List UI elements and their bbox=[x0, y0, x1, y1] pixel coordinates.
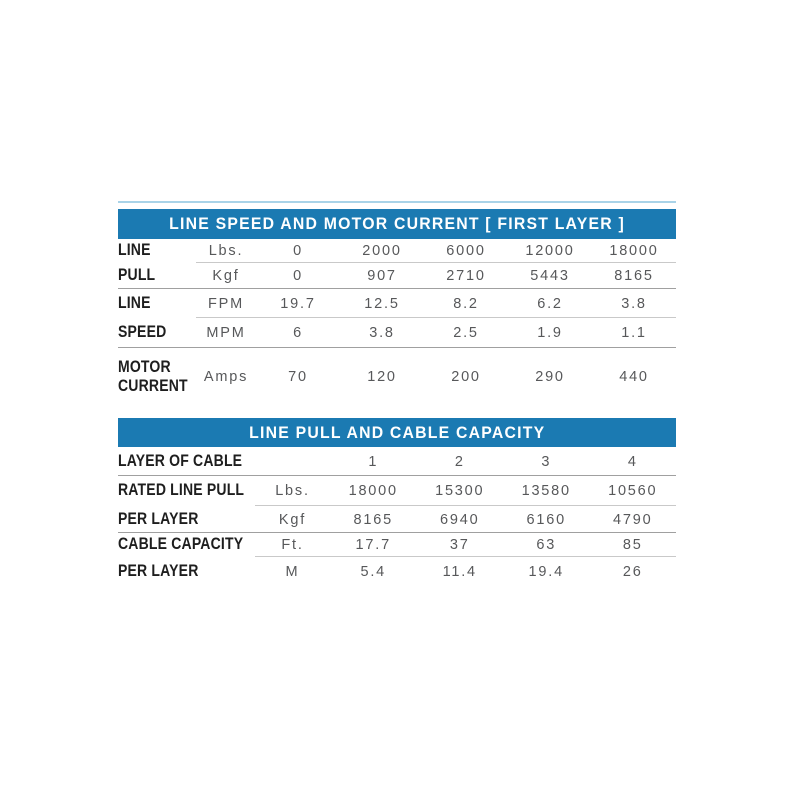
cell-value: 18000 bbox=[609, 243, 659, 259]
row-label-text: MOTOR CURRENT bbox=[118, 357, 188, 395]
row-label bbox=[118, 481, 255, 500]
cell-value: 1.9 bbox=[537, 325, 563, 341]
row-label-text: PER LAYER bbox=[118, 509, 199, 528]
cell-value: 2.5 bbox=[453, 325, 479, 341]
cell-value: 907 bbox=[367, 268, 397, 284]
cell-value: 19.7 bbox=[280, 295, 316, 312]
cell-value: 2000 bbox=[362, 243, 402, 259]
cell-value: 6160 bbox=[526, 511, 566, 528]
row-label-text: RATED LINE PULL bbox=[118, 481, 245, 500]
row-label-text: LINE bbox=[118, 293, 151, 312]
cell-value: 2710 bbox=[446, 268, 486, 284]
cell-value: 5.4 bbox=[360, 563, 387, 580]
cell-value: 1.1 bbox=[621, 325, 647, 341]
cell-value: 6000 bbox=[446, 243, 486, 259]
table-row-rated-line-pull-kgf bbox=[118, 506, 676, 533]
cell-value: 3.8 bbox=[621, 295, 647, 312]
cell-value: 6940 bbox=[440, 511, 480, 528]
cell-value: 290 bbox=[535, 369, 565, 385]
line-pull-cable-capacity-table bbox=[118, 418, 676, 586]
table-row-motor-current-amps bbox=[118, 348, 676, 406]
cell-value: 440 bbox=[619, 369, 649, 385]
row-unit: FPM bbox=[207, 295, 244, 312]
table-row-line-pull-kgf bbox=[118, 263, 676, 289]
row-label-text: CABLE CAPACITY bbox=[118, 535, 244, 554]
row-label bbox=[118, 266, 196, 285]
cell-value: 26 bbox=[622, 563, 643, 580]
cell-value: 12000 bbox=[525, 243, 575, 259]
row-unit: Ft. bbox=[281, 537, 304, 553]
row-label bbox=[118, 535, 255, 554]
cell-value: 4 bbox=[627, 453, 638, 470]
row-label-text: PULL bbox=[118, 266, 156, 285]
row-label bbox=[118, 452, 255, 471]
table-row-cable-capacity-ft bbox=[118, 533, 676, 557]
table-row-line-pull-lbs bbox=[118, 239, 676, 263]
table2-title: LINE PULL AND CABLE CAPACITY bbox=[248, 422, 546, 442]
cell-value: 2 bbox=[454, 453, 465, 470]
cell-value: 6 bbox=[293, 325, 303, 341]
row-unit: Lbs. bbox=[275, 483, 310, 499]
cell-value: 63 bbox=[536, 537, 557, 553]
table-row-layer-of-cable bbox=[118, 447, 676, 476]
cell-value: 8165 bbox=[353, 511, 393, 528]
cell-value: 37 bbox=[449, 537, 470, 553]
cell-value: 3 bbox=[541, 453, 552, 470]
row-unit: Lbs. bbox=[208, 243, 244, 259]
row-label bbox=[118, 510, 255, 529]
row-label bbox=[118, 358, 196, 397]
row-label-text: SPEED bbox=[118, 323, 167, 342]
cell-value: 4790 bbox=[613, 511, 653, 528]
cell-value: 1 bbox=[368, 453, 379, 470]
row-label-text: LAYER OF CABLE bbox=[118, 451, 243, 470]
cell-value: 120 bbox=[367, 369, 397, 385]
row-label bbox=[118, 562, 255, 581]
cell-value: 0 bbox=[293, 268, 303, 284]
table2-header-bar bbox=[118, 418, 676, 447]
table-row-rated-line-pull-lbs bbox=[118, 476, 676, 506]
cell-value: 8165 bbox=[614, 268, 654, 284]
cell-value: 12.5 bbox=[364, 295, 400, 312]
cell-value: 13580 bbox=[521, 483, 571, 499]
cell-value: 200 bbox=[451, 369, 481, 385]
row-unit: Amps bbox=[203, 369, 249, 385]
table-row-line-speed-fpm bbox=[118, 289, 676, 318]
cell-value: 6.2 bbox=[537, 295, 563, 312]
row-label bbox=[118, 241, 196, 260]
line-speed-motor-current-table bbox=[118, 209, 676, 406]
table1-header-bar bbox=[118, 209, 676, 239]
cell-value: 85 bbox=[622, 537, 643, 553]
cell-value: 19.4 bbox=[528, 563, 564, 580]
table1-title: LINE SPEED AND MOTOR CURRENT [ FIRST LAYER ] bbox=[169, 214, 625, 233]
row-unit: M bbox=[285, 563, 300, 580]
cell-value: 17.7 bbox=[355, 537, 391, 553]
row-unit: Kgf bbox=[212, 268, 240, 284]
table-row-line-speed-mpm bbox=[118, 318, 676, 348]
cell-value: 0 bbox=[293, 243, 303, 259]
cell-value: 3.8 bbox=[369, 325, 395, 341]
cell-value: 18000 bbox=[348, 483, 398, 499]
cell-value: 70 bbox=[288, 369, 308, 385]
cell-value: 5443 bbox=[530, 268, 570, 284]
row-label-text: LINE bbox=[118, 241, 151, 260]
top-accent-line bbox=[118, 201, 676, 203]
row-unit: Kgf bbox=[278, 511, 307, 528]
cell-value: 8.2 bbox=[453, 295, 479, 312]
table-row-cable-capacity-m bbox=[118, 557, 676, 586]
row-label bbox=[118, 323, 196, 342]
row-label bbox=[118, 294, 196, 313]
row-unit: MPM bbox=[206, 325, 246, 341]
cell-value: 11.4 bbox=[442, 563, 477, 580]
cell-value: 10560 bbox=[608, 483, 658, 499]
cell-value: 15300 bbox=[435, 483, 485, 499]
row-label-text: PER LAYER bbox=[118, 561, 199, 580]
